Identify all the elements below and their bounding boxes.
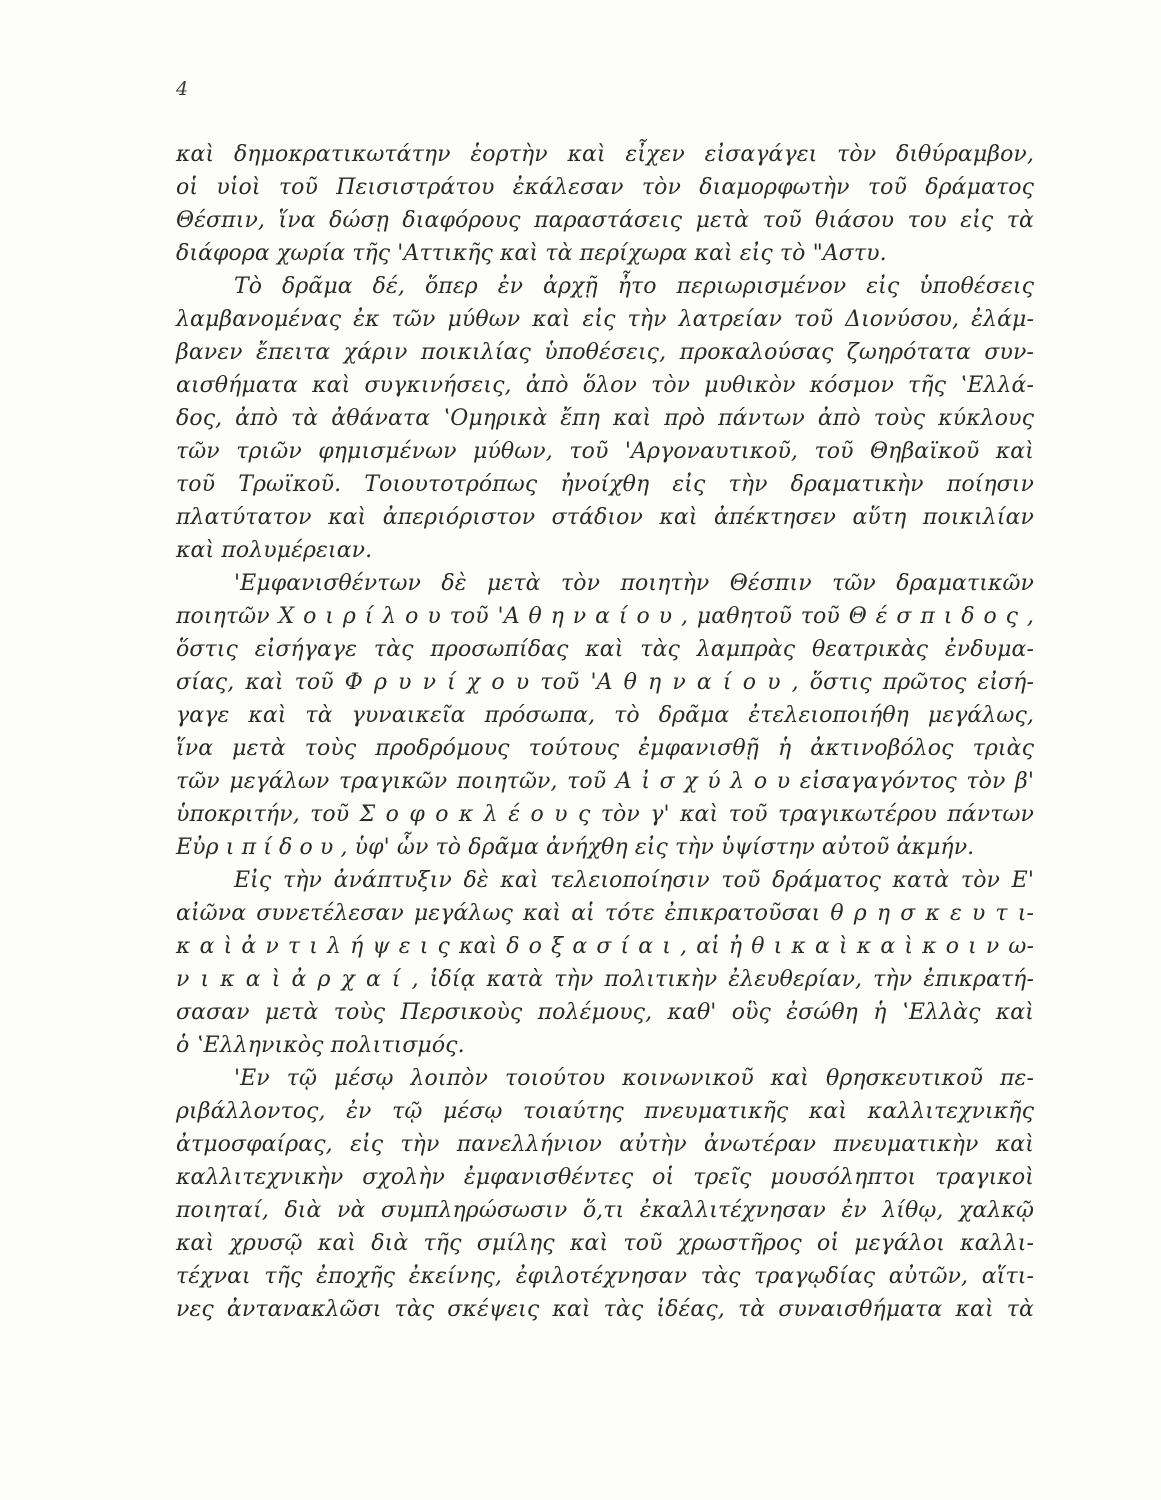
text-line: κ α ὶ ἀ ν τ ι λ ή ψ ε ι ς καὶ δ ο ξ α σ ί α ι , αἱ ἠ θ ι κ α ὶ κ α ὶ κ ο ι ν ω- <box>176 934 1034 959</box>
text-line: τέχναι τῆς ἐποχῆς ἐκείνης, ἐφιλοτέχνησαν τὰς τραγῳδίας αὐτῶν, αἵτι- <box>176 1264 1034 1289</box>
text-line: πλατύτατον καὶ ἀπεριόριστον στάδιον καὶ ἀπέκτησεν αὕτη ποικιλίαν <box>176 505 1034 530</box>
text-line: Εὐρ ι π ί δ ο υ , ὑφ' ὧν τὸ δρᾶμα ἀνήχθη εἰς τὴν ὑψίστην αὐτοῦ ἀκμήν. <box>176 835 975 860</box>
text-line: ἵνα μετὰ τοὺς προδρόμους τούτους ἐμφανισθῇ ἡ ἀκτινοβόλος τριὰς <box>176 736 1034 761</box>
text-line: Τὸ δρᾶμα δέ, ὅπερ ἐν ἀρχῇ ἦτο περιωρισμένον εἰς ὑποθέσεις <box>234 274 1034 299</box>
text-line: Εἰς τὴν ἀνάπτυξιν δὲ καὶ τελειοποίησιν τοῦ δράματος κατὰ τὸν Ε' <box>234 868 1034 893</box>
text-line: ὁ ʽΕλληνικὸς πολιτισμός. <box>176 1033 465 1058</box>
text-line: αισθήματα καὶ συγκινήσεις, ἀπὸ ὅλον τὸν μυθικὸν κόσμον τῆς ʽΕλλά- <box>176 373 1034 398</box>
text-line: λαμβανομένας ἐκ τῶν μύθων καὶ εἰς τὴν λατρείαν τοῦ Διονύσου, ἐλάμ- <box>176 307 1034 332</box>
text-line: ποιηταί, διὰ νὰ συμπληρώσωσιν ὅ,τι ἐκαλλιτέχνησαν ἐν λίθῳ, χαλκῷ <box>176 1198 1034 1223</box>
page-number: 4 <box>176 78 189 100</box>
text-line: σασαν μετὰ τοὺς Περσικοὺς πολέμους, καθ' οὓς ἐσώθη ἡ ʽΕλλὰς καὶ <box>176 1000 1034 1025</box>
text-line: ριβάλλοντος, ἐν τῷ μέσῳ τοιαύτης πνευματικῆς καὶ καλλιτεχνικῆς <box>176 1099 1034 1124</box>
text-line: καλλιτεχνικὴν σχολὴν ἐμφανισθέντες οἱ τρεῖς μουσόληπτοι τραγικοὶ <box>176 1165 1034 1190</box>
text-line: διάφορα χωρία τῆς 'Αττικῆς καὶ τὰ περίχωρα καὶ εἰς τὸ "Αστυ. <box>176 241 887 266</box>
text-line: ν ι κ α ὶ ἀ ρ χ α ί , ἰδίᾳ κατὰ τὴν πολιτικὴν ἐλευθερίαν, τὴν ἐπικρατή- <box>176 967 1034 992</box>
text-line: ὑποκριτήν, τοῦ Σ ο φ ο κ λ έ ο υ ς τὸν γ' καὶ τοῦ τραγικωτέρου πάντων <box>176 802 1034 827</box>
text-line: 'Εν τῷ μέσῳ λοιπὸν τοιούτου κοινωνικοῦ καὶ θρησκευτικοῦ πε- <box>234 1066 1034 1091</box>
text-line: οἱ υἱοὶ τοῦ Πεισιστράτου ἐκάλεσαν τὸν διαμορφωτὴν τοῦ δράματος <box>176 175 1034 200</box>
text-line: αἰῶνα συνετέλεσαν μεγάλως καὶ αἱ τότε ἐπικρατοῦσαι θ ρ η σ κ ε υ τ ι- <box>176 901 1034 926</box>
text-line: τοῦ Τρωϊκοῦ. Τοιουτοτρόπως ἠνοίχθη εἰς τὴν δραματικὴν ποίησιν <box>176 472 1034 497</box>
text-line: τῶν τριῶν φημισμένων μύθων, τοῦ 'Αργοναυτικοῦ, τοῦ Θηβαϊκοῦ καὶ <box>176 439 1034 464</box>
text-line: ποιητῶν Χ ο ι ρ ί λ ο υ τοῦ 'Α θ η ν α ί ο υ , μαθητοῦ τοῦ Θ έ σ π ι δ ο ς , <box>176 604 1034 629</box>
text-line: ἀτμοσφαίρας, εἰς τὴν πανελλήνιον αὐτὴν ἀνωτέραν πνευματικὴν καὶ <box>176 1132 1034 1157</box>
text-line: 'Εμφανισθέντων δὲ μετὰ τὸν ποιητὴν Θέσπιν τῶν δραματικῶν <box>234 571 1034 596</box>
text-line: νες ἀντανακλῶσι τὰς σκέψεις καὶ τὰς ἰδέας, τὰ συναισθήματα καὶ τὰ <box>176 1297 1034 1322</box>
text-line: ὅστις εἰσήγαγε τὰς προσωπίδας καὶ τὰς λαμπρὰς θεατρικὰς ἐνδυμα- <box>176 637 1034 662</box>
text-line: Θέσπιν, ἵνα δώσῃ διαφόρους παραστάσεις μετὰ τοῦ θιάσου του εἰς τὰ <box>176 208 1034 233</box>
text-line: βανεν ἔπειτα χάριν ποικιλίας ὑποθέσεις, προκαλούσας ζωηρότατα συν- <box>176 340 1034 365</box>
text-line: καὶ χρυσῷ καὶ διὰ τῆς σμίλης καὶ τοῦ χρωστῆρος οἱ μεγάλοι καλλι- <box>176 1231 1034 1256</box>
text-line: σίας, καὶ τοῦ Φ ρ υ ν ί χ ο υ τοῦ 'Α θ η ν α ί ο υ , ὅστις πρῶτος εἰσή- <box>176 670 1034 695</box>
text-line: δος, ἀπὸ τὰ ἀθάνατα ʽΟμηρικὰ ἔπη καὶ πρὸ πάντων ἀπὸ τοὺς κύκλους <box>176 406 1034 431</box>
text-line: καὶ πολυμέρειαν. <box>176 538 373 563</box>
text-line: καὶ δημοκρατικωτάτην ἑορτὴν καὶ εἶχεν εἰσαγάγει τὸν διθύραμβον, <box>176 142 1034 167</box>
text-line: τῶν μεγάλων τραγικῶν ποιητῶν, τοῦ Α ἰ σ χ ύ λ ο υ εἰσαγαγόντος τὸν β' <box>176 769 1034 794</box>
text-line: γαγε καὶ τὰ γυναικεῖα πρόσωπα, τὸ δρᾶμα ἐτελειοποιήθη μεγάλως, <box>176 703 1034 728</box>
body-text <box>176 138 1034 1326</box>
